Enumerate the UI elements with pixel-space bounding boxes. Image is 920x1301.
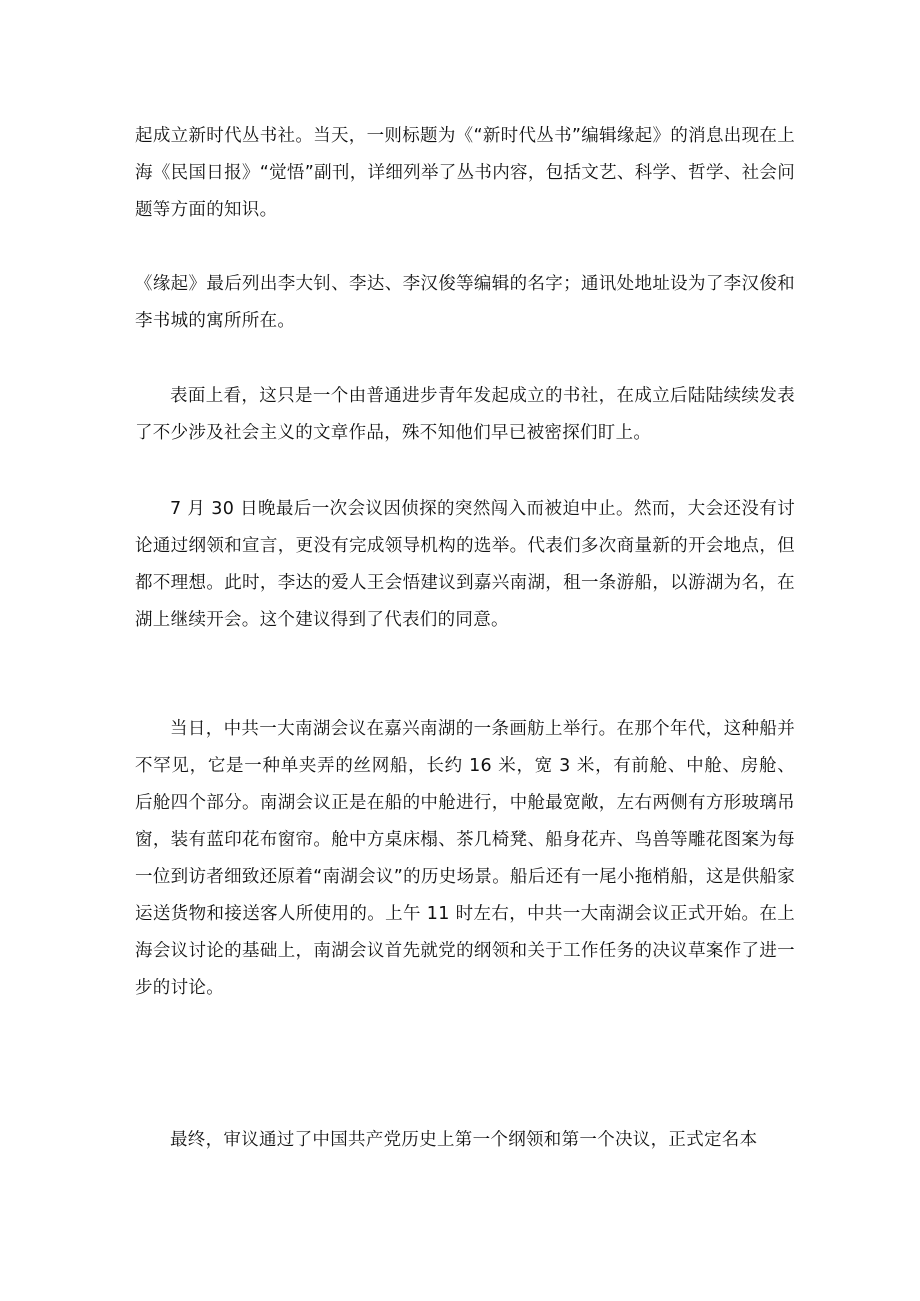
paragraph-6: 最终，审议通过了中国共产党历史上第一个纲领和第一个决议，正式定名本 [170,1130,758,1150]
paragraph-1: 起成立新时代丛书社。当天，一则标题为《“新时代丛书”编辑缘起》的消息出现在上海《民国日报》“觉悟”副刊，详细列举了丛书内容，包括文艺、科学、哲学、社会问题等方面的知识。 [135,126,795,220]
paragraph-5: 当日，中共一大南湖会议在嘉兴南湖的一条画舫上举行。在那个年代，这种船并不罕见，它是一种单夹弄的丝网船，长约 16 米，宽 3 米，有前舱、中舱、房舱、后舱四个部分。南湖会议正是在船的中舱进行，中舱最宽敞，左右两侧有方形玻璃吊窗，装有蓝印花布窗帘。舱中方桌床榻、茶几椅凳、船身花卉、鸟兽等雕花图案为每一位到访者细致还原着“南湖会议”的历史场景。船后还有一尾小拖梢船，这是供船家运送货物和接送客人所使用的。上午 11 时左右，中共一大南湖会议正式开始。在上海会议讨论的基础上，南湖会议首先就党的纲领和关于工作任务的决议草案作了进一步的讨论。 [135,719,795,998]
paragraph-3: 表面上看，这只是一个由普通进步青年发起成立的书社，在成立后陆陆续续发表了不少涉及社会主义的文章作品，殊不知他们早已被密探们盯上。 [135,386,795,443]
paragraph-4: 7 月 30 日晚最后一次会议因侦探的突然闯入而被迫中止。然而，大会还没有讨论通过纲领和宣言，更没有完成领导机构的选举。代表们多次商量新的开会地点，但都不理想。此时，李达的爱人王会悟建议到嘉兴南湖，租一条游船，以游湖为名，在湖上继续开会。这个建议得到了代表们的同意。 [135,499,795,630]
paragraph-2: 《缘起》最后列出李大钊、李达、李汉俊等编辑的名字；通讯处地址设为了李汉俊和李书城的寓所所在。 [135,274,795,331]
